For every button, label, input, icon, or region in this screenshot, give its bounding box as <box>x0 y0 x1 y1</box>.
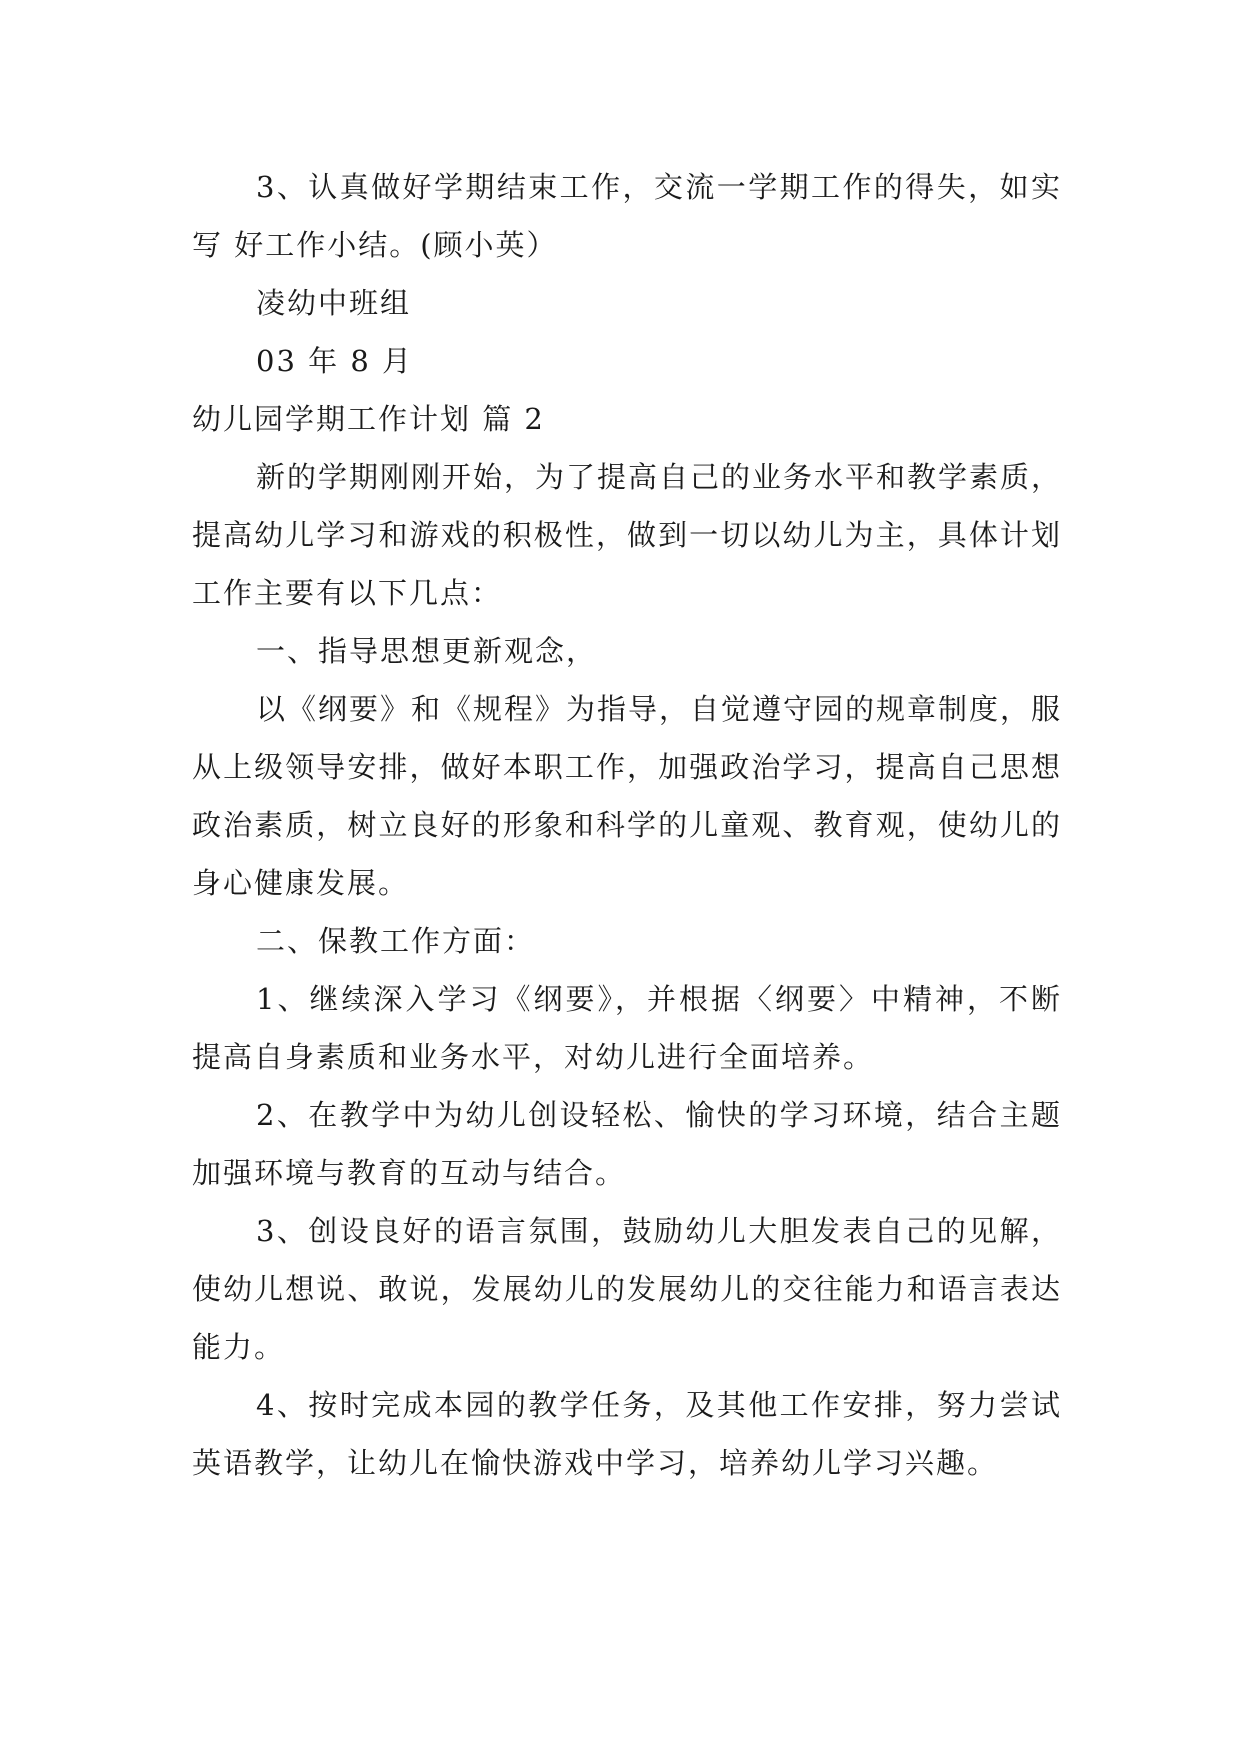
paragraph-item-3: 3、创设良好的语言氛围，鼓励幼儿大胆发表自己的见解，使幼儿想说、敢说，发展幼儿的发展幼儿的交往能力和语言表达能力。 <box>192 1214 1062 1364</box>
heading-care-education: 二、保教工作方面： <box>256 924 536 958</box>
paragraph-intro: 新的学期刚刚开始，为了提高自己的业务水平和教学素质，提高幼儿学习和游戏的积极性，做到一切以幼儿为主，具体计划工作主要有以下几点： <box>192 460 1063 610</box>
paragraph-item-4: 4、按时完成本园的教学任务，及其他工作安排，努力尝试英语教学，让幼儿在愉快游戏中学习，培养幼儿学习兴趣。 <box>192 1388 1062 1480</box>
paragraph-end-of-term-work: 3、认真做好学期结束工作，交流一学期工作的得失，如实写 好工作小结。(顾小英） <box>192 170 1062 262</box>
paragraph-signature-group: 凌幼中班组 <box>256 286 412 320</box>
paragraph-signature-date: 03 年 8 月 <box>256 344 414 378</box>
document-body <box>192 158 1062 1492</box>
heading-guiding-ideas: 一、指导思想更新观念， <box>256 634 598 668</box>
paragraph-item-2: 2、在教学中为幼儿创设轻松、愉快的学习环境，结合主题加强环境与教育的互动与结合。 <box>192 1098 1062 1190</box>
paragraph-guiding-ideas: 以《纲要》和《规程》为指导，自觉遵守园的规章制度，服从上级领导安排，做好本职工作，加强政治学习，提高自己思想政治素质，树立良好的形象和科学的儿童观、教育观，使幼儿的身心健康发展。 <box>192 692 1063 900</box>
paragraph-item-1: 1、继续深入学习《纲要》，并根据〈纲要〉中精神，不断提高自身素质和业务水平，对幼儿进行全面培养。 <box>192 982 1062 1074</box>
section-title: 幼儿园学期工作计划 篇 2 <box>192 402 545 436</box>
